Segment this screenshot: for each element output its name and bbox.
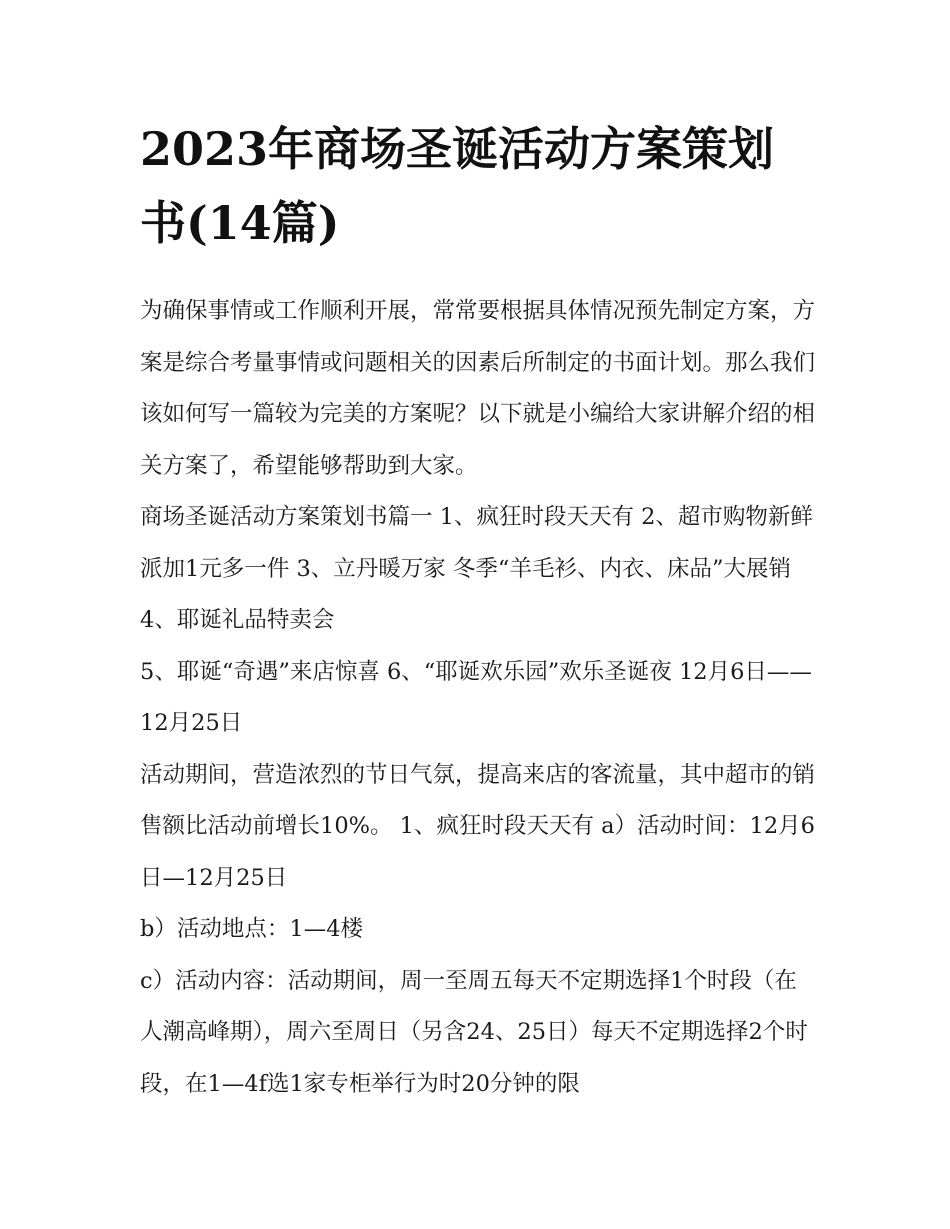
paragraph-activity-dates: 5、耶诞“奇遇”来店惊喜 6、“耶诞欢乐园”欢乐圣诞夜 12月6日——12月25日 bbox=[140, 658, 812, 736]
paragraph-activity-content: c）活动内容：活动期间，周一至周五每天不定期选择1个时段（在人潮高峰期），周六至周日（另含24、25日）每天不定期选择2个时段，在1—4f选1家专柜举行为时20分钟的限 bbox=[140, 967, 808, 1097]
document-body bbox=[140, 112, 815, 1110]
paragraph-activity-goal: 活动期间，营造浓烈的节日气氛，提高来店的客流量，其中超市的销售额比活动前增长10%。 1、疯狂时段天天有 a）活动时间：12月6日—12月25日 bbox=[140, 761, 816, 891]
document-title: 2023年商场圣诞活动方案策划书(14篇) bbox=[140, 122, 775, 250]
paragraph-activity-list: 商场圣诞活动方案策划书篇一 1、疯狂时段天天有 2、超市购物新鲜派加1元多一件 3、立丹暖万家 冬季“羊毛衫、内衣、床品”大展销 4、耶诞礼品特卖会 bbox=[140, 504, 813, 633]
paragraph-intro: 为确保事情或工作顺利开展，常常要根据具体情况预先制定方案，方案是综合考量事情或问题相关的因素后所制定的书面计划。那么我们该如何写一篇较为完美的方案呢？以下就是小编给大家讲解介绍的相关方案了，希望能够帮助到大家。 bbox=[140, 298, 816, 479]
paragraph-activity-location: b）活动地点：1—4楼 bbox=[140, 916, 364, 942]
